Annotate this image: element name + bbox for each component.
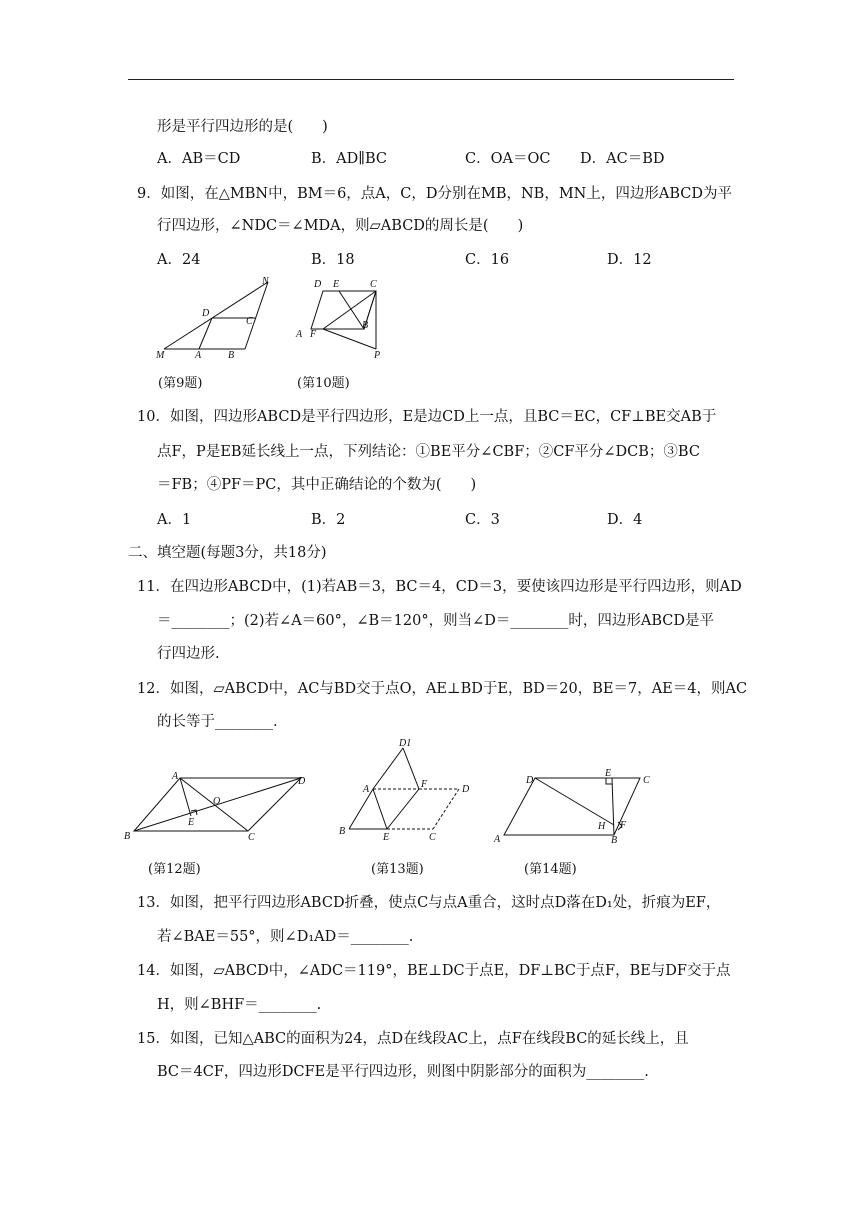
q15-text-line2: BC＝4CF，四边形DCFE是平行四边形，则图中阴影部分的面积为________. bbox=[157, 1064, 649, 1080]
q9-option-a: A．24 bbox=[157, 252, 201, 268]
fig9-caption: (第9题) bbox=[158, 376, 203, 391]
q10-option-a: A．1 bbox=[157, 512, 192, 528]
figure-12 bbox=[120, 768, 320, 848]
q13-text-line2: 若∠BAE＝55°，则∠D₁AD＝________. bbox=[157, 929, 414, 945]
q8-option-d: D．AC＝BD bbox=[580, 151, 665, 167]
fig14-label-d: D bbox=[526, 775, 534, 786]
fig9-label-a: A bbox=[195, 350, 202, 361]
fig14-label-c: C bbox=[643, 775, 650, 786]
fig13-label-d1: D1 bbox=[399, 738, 412, 749]
q10-option-c: C．3 bbox=[465, 512, 500, 528]
fig14-label-f: F bbox=[620, 820, 627, 831]
q9-option-b: B．18 bbox=[311, 252, 355, 268]
q8-option-a: A．AB＝CD bbox=[157, 151, 241, 167]
figure-10 bbox=[292, 276, 392, 361]
q12-text-line1: 12．如图，▱ABCD中，AC与BD交于点O，AE⊥BD于E，BD＝20，BE＝7，AE＝4，则AC bbox=[137, 681, 748, 697]
figure-13 bbox=[335, 736, 475, 841]
q8-option-b: B．AD∥BC bbox=[311, 151, 387, 167]
fig12-label-o: O bbox=[213, 796, 221, 807]
q12-text-line2: 的长等于________. bbox=[157, 714, 278, 730]
fig13-label-a: A bbox=[363, 784, 370, 795]
fig12-caption: (第12题) bbox=[148, 862, 201, 877]
fig14-label-b: B bbox=[611, 835, 618, 846]
fig10-label-b: B bbox=[362, 320, 369, 331]
fig9-label-n: N bbox=[262, 276, 269, 287]
q14-text-line1: 14．如图，▱ABCD中，∠ADC＝119°，BE⊥DC于点E，DF⊥BC于点F，BE与DF交于点 bbox=[137, 963, 731, 979]
fig9-label-c: C bbox=[246, 316, 253, 327]
q9-text-line2: 行四边形，∠NDC＝∠MDA，则▱ABCD的周长是( ) bbox=[157, 218, 524, 234]
fig10-label-d: D bbox=[314, 279, 322, 290]
fig10-label-a: A bbox=[296, 329, 303, 340]
q14-text-line2: H，则∠BHF＝________. bbox=[157, 997, 322, 1013]
fig13-label-c: C bbox=[429, 832, 436, 843]
fig14-label-h: H bbox=[598, 821, 606, 832]
q10-text-line2: 点F，P是EB延长线上一点，下列结论：①BE平分∠CBF；②CF平分∠DCB；③BC bbox=[157, 444, 700, 460]
q10-option-d: D．4 bbox=[607, 512, 643, 528]
q10-text-line1: 10．如图，四边形ABCD是平行四边形，E是边CD上一点，且BC＝EC，CF⊥BE交AB于 bbox=[137, 409, 717, 425]
fig10-caption: (第10题) bbox=[297, 376, 350, 391]
fig12-label-a: A bbox=[172, 771, 179, 782]
fig14-label-e: E bbox=[605, 768, 612, 779]
figure-14 bbox=[490, 768, 660, 848]
figure-9 bbox=[150, 274, 280, 364]
fig13-label-e: E bbox=[383, 832, 390, 843]
fig13-label-d: D bbox=[462, 784, 470, 795]
q9-text-line1: 9．如图，在△MBN中，BM＝6，点A，C，D分别在MB，NB，MN上，四边形ABCD为平 bbox=[137, 186, 732, 202]
fig13-caption: (第13题) bbox=[371, 862, 424, 877]
fig12-label-b: B bbox=[124, 831, 131, 842]
fig12-label-e: E bbox=[188, 817, 195, 828]
fig13-label-f: F bbox=[421, 779, 428, 790]
fig14-caption: (第14题) bbox=[524, 862, 577, 877]
fig9-label-m: M bbox=[156, 350, 165, 361]
q13-text-line1: 13．如图，把平行四边形ABCD折叠，使点C与点A重合，这时点D落在D₁处，折痕为EF， bbox=[137, 895, 721, 911]
q8-option-c: C．OA＝OC bbox=[465, 151, 551, 167]
q11-text-line2: ＝________；(2)若∠A＝60°，∠B＝120°，则当∠D＝________时，四边形ABCD是平 bbox=[157, 613, 714, 629]
section-fill-in-title: 二、填空题(每题3分，共18分) bbox=[128, 545, 327, 561]
fig10-label-e: E bbox=[333, 279, 340, 290]
q9-option-c: C．16 bbox=[465, 252, 510, 268]
q15-text-line1: 15．如图，已知△ABC的面积为24，点D在线段AC上，点F在线段BC的延长线上，且 bbox=[137, 1031, 689, 1047]
fig10-label-f: F bbox=[310, 329, 317, 340]
fig9-label-b: B bbox=[228, 350, 235, 361]
q10-option-b: B．2 bbox=[311, 512, 346, 528]
fig10-label-c: C bbox=[370, 279, 377, 290]
q11-text-line1: 11．在四边形ABCD中，(1)若AB＝3，BC＝4，CD＝3，要使该四边形是平行四边形，则AD bbox=[137, 579, 742, 595]
q10-text-line3: ＝FB；④PF＝PC，其中正确结论的个数为( ) bbox=[157, 477, 477, 493]
fig12-label-d: D bbox=[298, 776, 306, 787]
header-rule bbox=[128, 79, 734, 80]
q9-option-d: D．12 bbox=[607, 252, 652, 268]
fig9-label-d: D bbox=[202, 308, 210, 319]
fig14-label-a: A bbox=[494, 834, 501, 845]
q11-text-line3: 行四边形. bbox=[157, 646, 220, 662]
fig10-label-p: P bbox=[374, 350, 381, 361]
q8-continuation: 形是平行四边形的是( ) bbox=[157, 119, 328, 135]
fig13-label-b: B bbox=[339, 826, 346, 837]
fig12-label-c: C bbox=[248, 832, 255, 843]
